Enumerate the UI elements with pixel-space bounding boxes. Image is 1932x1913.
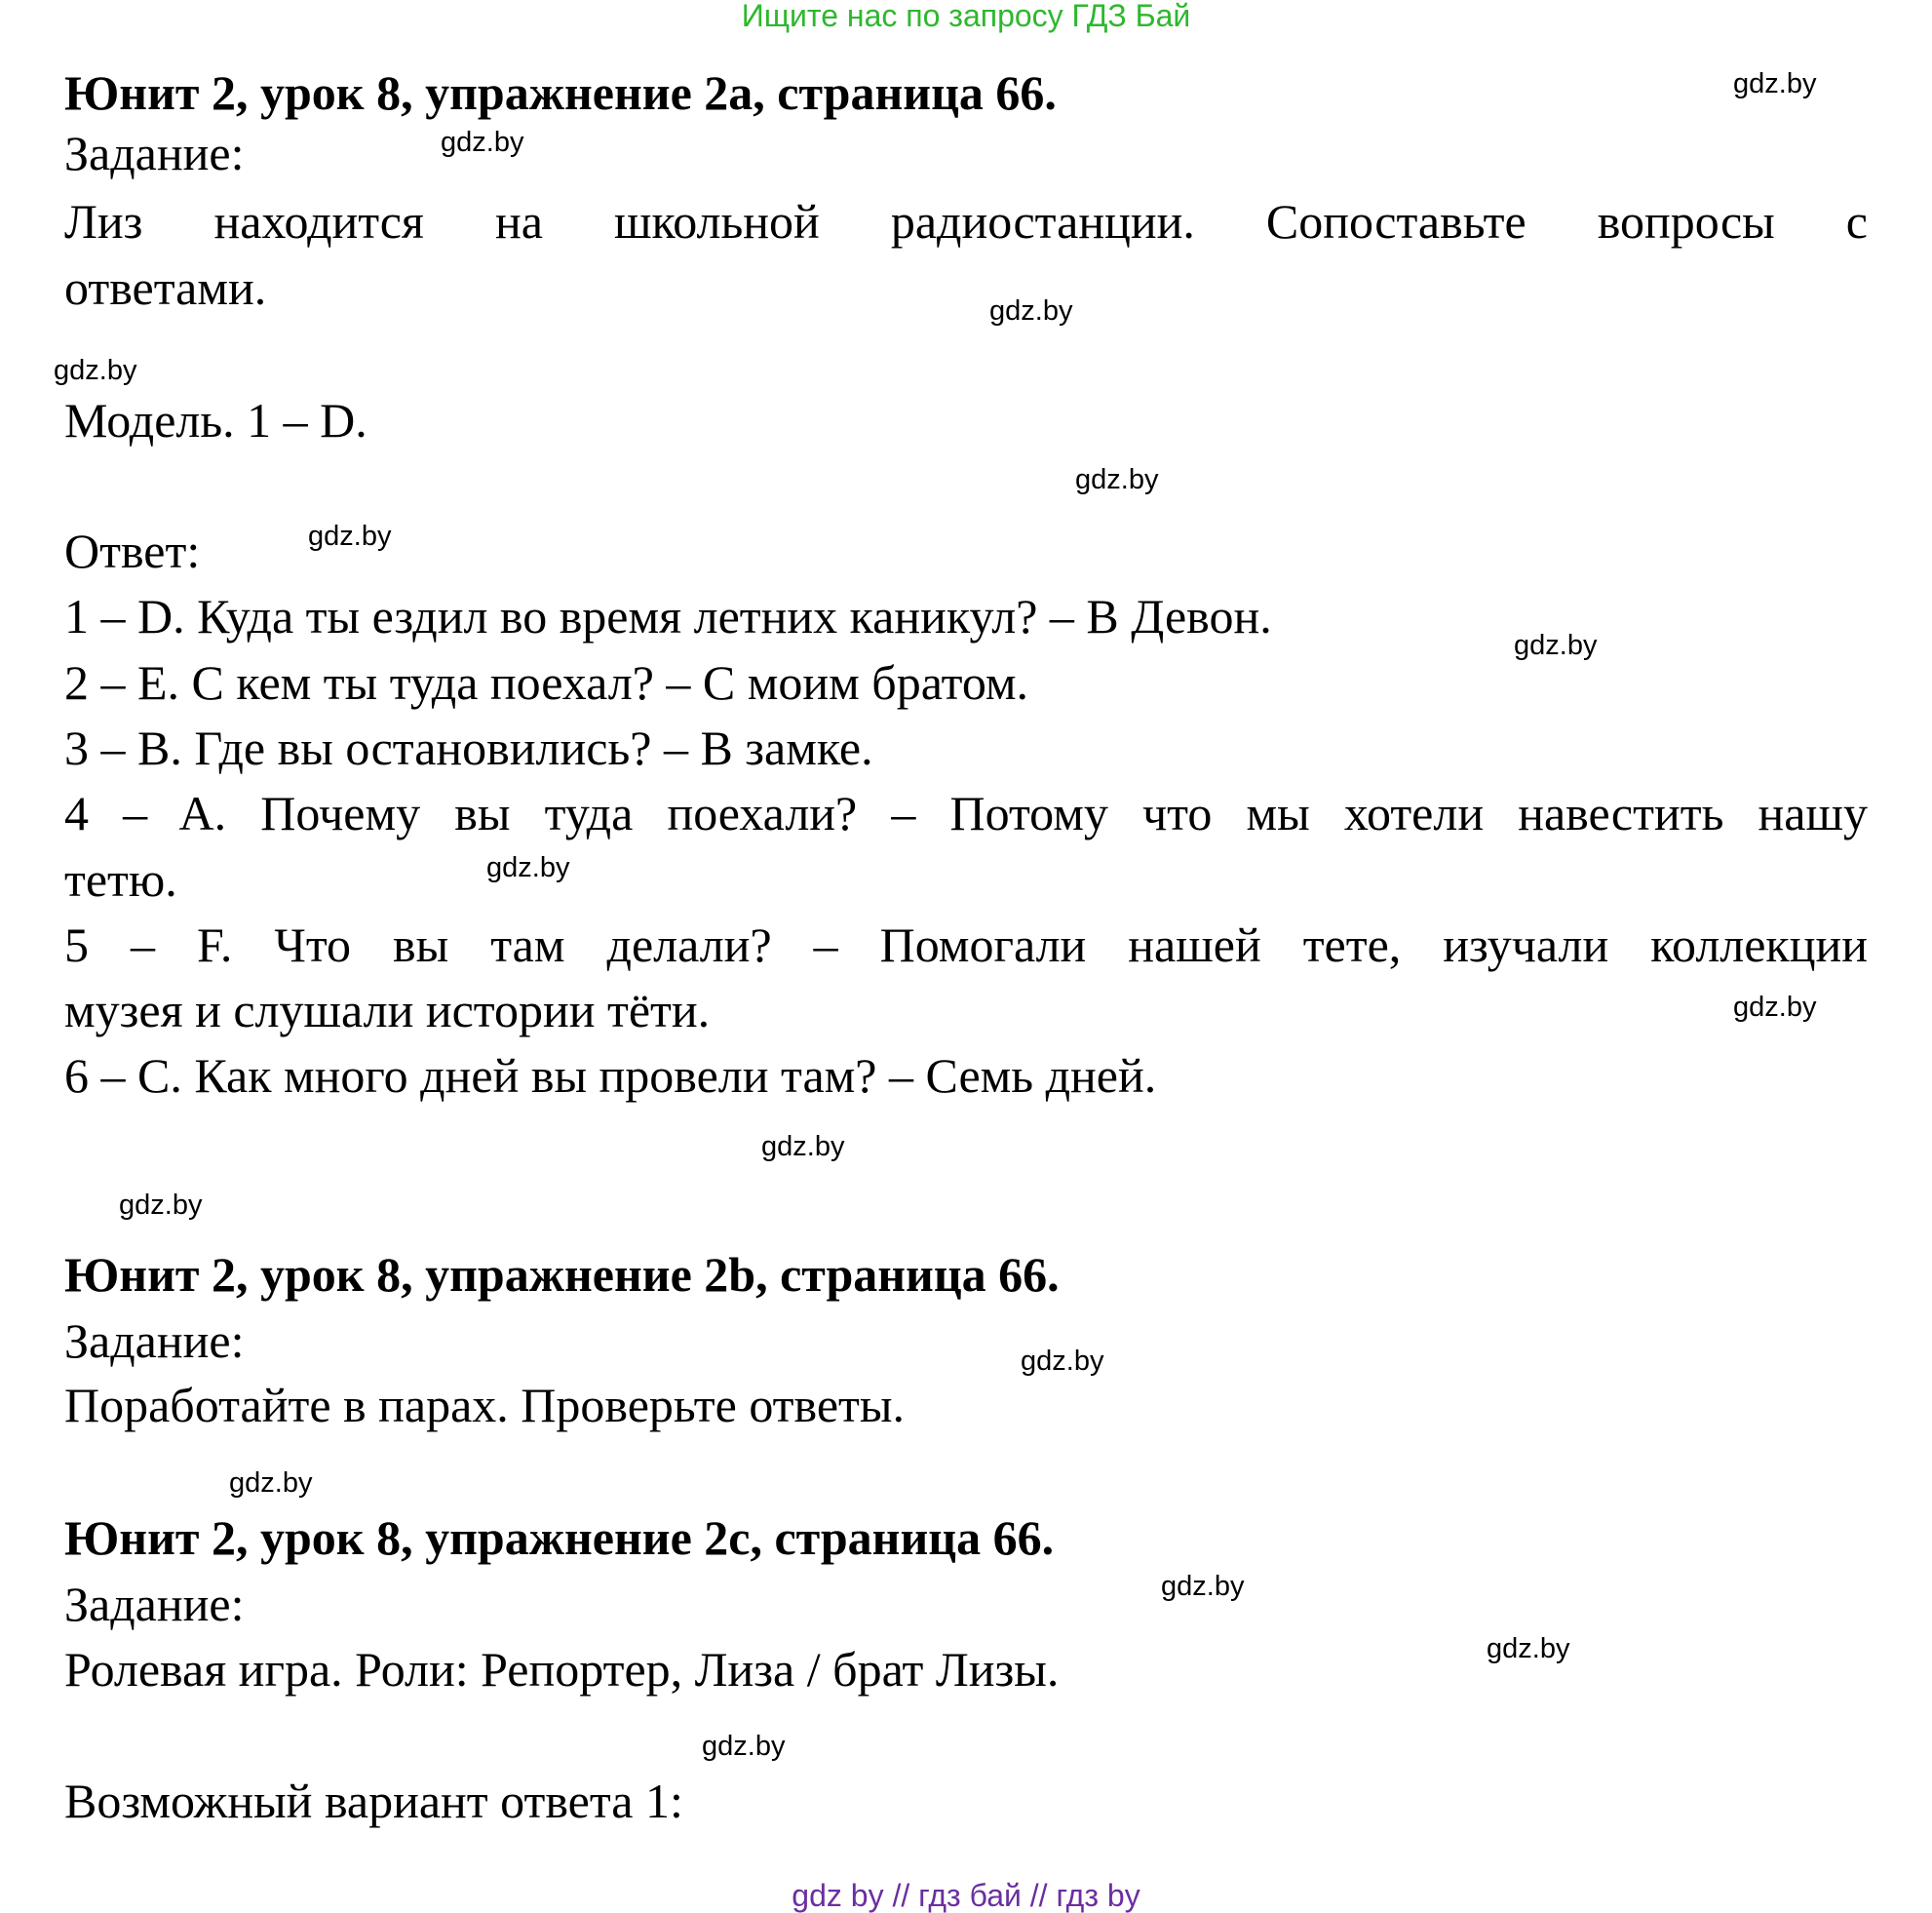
answer-line: музея и слушали истории тёти.	[64, 983, 711, 1037]
task-text-2a-line2: ответами.	[64, 260, 267, 315]
answer-line: 6 – C. Как много дней вы провели там? – Семь дней.	[64, 1048, 1157, 1103]
watermark: gdz.by	[119, 1190, 203, 1221]
bottom-banner: gdz by // гдз бай // гдз by	[792, 1878, 1140, 1913]
watermark: gdz.by	[761, 1131, 845, 1162]
watermark: gdz.by	[1733, 992, 1817, 1023]
top-banner: Ищите нас по запросу ГДЗ Бай	[741, 0, 1191, 33]
answer-label: Ответ:	[64, 524, 201, 578]
heading-2c: Юнит 2, урок 8, упражнение 2c, страница 66.	[64, 1510, 1055, 1565]
task-text-2c: Ролевая игра. Роли: Репортер, Лиза / брат Лизы.	[64, 1642, 1060, 1697]
task-label-2a: Задание:	[64, 126, 245, 180]
answer-line: 2 – E. С кем ты туда поехал? – С моим братом.	[64, 655, 1029, 710]
watermark: gdz.by	[1514, 630, 1598, 661]
watermark: gdz.by	[1161, 1571, 1245, 1602]
watermark: gdz.by	[308, 521, 392, 552]
task-text-2b: Поработайте в парах. Проверьте ответы.	[64, 1378, 905, 1432]
watermark: gdz.by	[1733, 68, 1817, 99]
answer-line: 4 – A. Почему вы туда поехали? – Потому что мы хотели навестить нашу	[64, 786, 1868, 840]
watermark: gdz.by	[486, 852, 570, 883]
answer-line: тетю.	[64, 852, 177, 907]
watermark: gdz.by	[229, 1467, 313, 1499]
heading-2a: Юнит 2, урок 8, упражнение 2a, страница 66.	[64, 65, 1057, 120]
model-text: Модель. 1 – D.	[64, 393, 367, 448]
watermark: gdz.by	[1075, 464, 1159, 495]
variant-label: Возможный вариант ответа 1:	[64, 1774, 683, 1828]
answer-line: 3 – B. Где вы остановились? – В замке.	[64, 721, 873, 775]
watermark: gdz.by	[702, 1731, 786, 1762]
task-label-2c: Задание:	[64, 1577, 245, 1631]
watermark: gdz.by	[1487, 1633, 1570, 1664]
watermark: gdz.by	[54, 355, 137, 386]
answer-line: 5 – F. Что вы там делали? – Помогали нашей тете, изучали коллекции	[64, 917, 1868, 972]
task-label-2b: Задание:	[64, 1313, 245, 1368]
answer-line: 1 – D. Куда ты ездил во время летних каникул? – В Девон.	[64, 589, 1272, 644]
watermark: gdz.by	[989, 295, 1073, 327]
task-text-2a-line1: Лиз находится на школьной радиостанции. Сопоставьте вопросы с	[64, 194, 1868, 249]
watermark: gdz.by	[441, 127, 524, 158]
watermark: gdz.by	[1021, 1346, 1104, 1377]
heading-2b: Юнит 2, урок 8, упражнение 2b, страница 66.	[64, 1247, 1060, 1302]
